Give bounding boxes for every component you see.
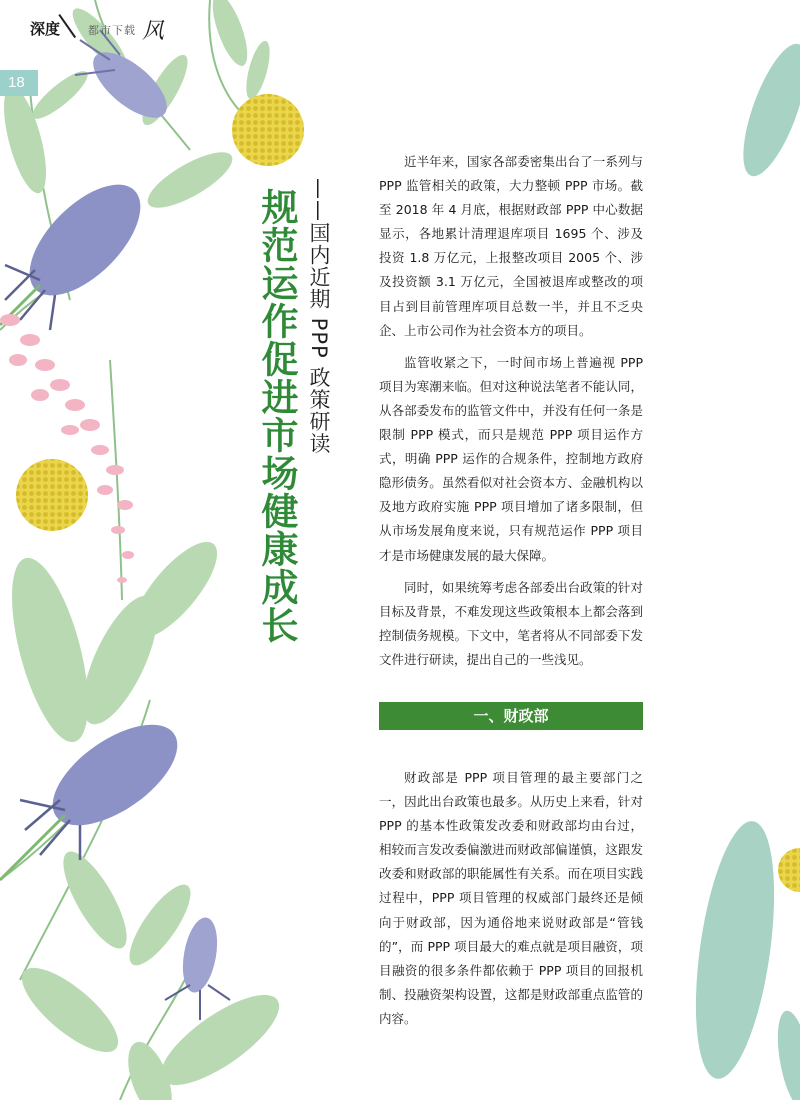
page-number-tab bbox=[0, 70, 38, 96]
page-number: 18 bbox=[8, 74, 25, 91]
paragraph: 监管收紧之下，一时间市场上普遍视 PPP 项目为寒潮来临。但对这种说法笔者不能认同，从各部委发布的监管文件中，并没有任何一条是限制 PPP 模式，而只是规范 PPP 项目运作方式，明确 PPP 运作的合规条件，控制地方政府隐形债务。虽然看似对社会资本方、金融机构以及地方政府实施 PPP 项目增加了诸多限制，但从市场发展角度来说，只有规范运作 PPP 项目才是市场健康发展的最大保障。 bbox=[379, 354, 643, 563]
yellow-pompom-flower-icon bbox=[16, 459, 88, 531]
section-heading: 一、财政部 bbox=[379, 702, 643, 730]
paragraph: 财政部是 PPP 项目管理的最主要部门之一，因此出台政策也最多。从历史上来看，针对 PPP 的基本性政策发改委和财政部均由台过，相较而言发改委偏激进而财政部偏谨慎，这跟发改委和财政部的职能属性有关系。而在项目实践过程中，PPP 项目管理的权威部门最终还是倾向于财政部，因为通俗地来说财政部是“管钱的”，而 PPP 项目最大的难点就是项目融资，项目融资的很多条件都依赖于 PPP 项目的回报机制、投融资架构设置，这都是财政部重点监管的内容。 bbox=[379, 769, 643, 1026]
yellow-pompom-flower-icon bbox=[778, 848, 800, 892]
article-subtitle: ——国内近期 PPP 政策研读 bbox=[307, 178, 331, 455]
paragraph: 同时，如果统筹考虑各部委出台政策的针对目标及背景，不难发现这些政策根本上都会落到控制债务规模。下文中，笔者将从不同部委下发文件进行研读，提出自己的一些浅见。 bbox=[379, 579, 643, 667]
leaf-icon bbox=[682, 37, 800, 1100]
article-body bbox=[379, 150, 643, 1039]
paragraph: 近半年来，国家各部委密集出台了一系列与 PPP 监管相关的政策，大力整顿 PPP 市场。截至 2018 年 4 月底，根据财政部 PPP 中心数据显示，各地累计清理退库项目 1695 个、涉及投资 1.8 万亿元，上报整改项目 2005 个、涉及投资额 3.1 万亿元，全国被退库或整改的项目占到目前管理库项目总数一半，并且不乏央企、上市公司作为社会资本方的项目。 bbox=[379, 154, 643, 338]
article-title: 规范运作促进市场健康成长 bbox=[255, 188, 298, 644]
thistle-flower-icon bbox=[0, 166, 159, 330]
pink-lupine-icon bbox=[0, 314, 134, 583]
magazine-logo: 风 bbox=[142, 19, 165, 44]
thistle-flower-icon bbox=[0, 705, 194, 880]
yellow-pompom-flower-icon bbox=[232, 94, 304, 166]
magazine-name: 都市下载 bbox=[88, 24, 136, 37]
section-label: 深度 bbox=[30, 20, 61, 38]
